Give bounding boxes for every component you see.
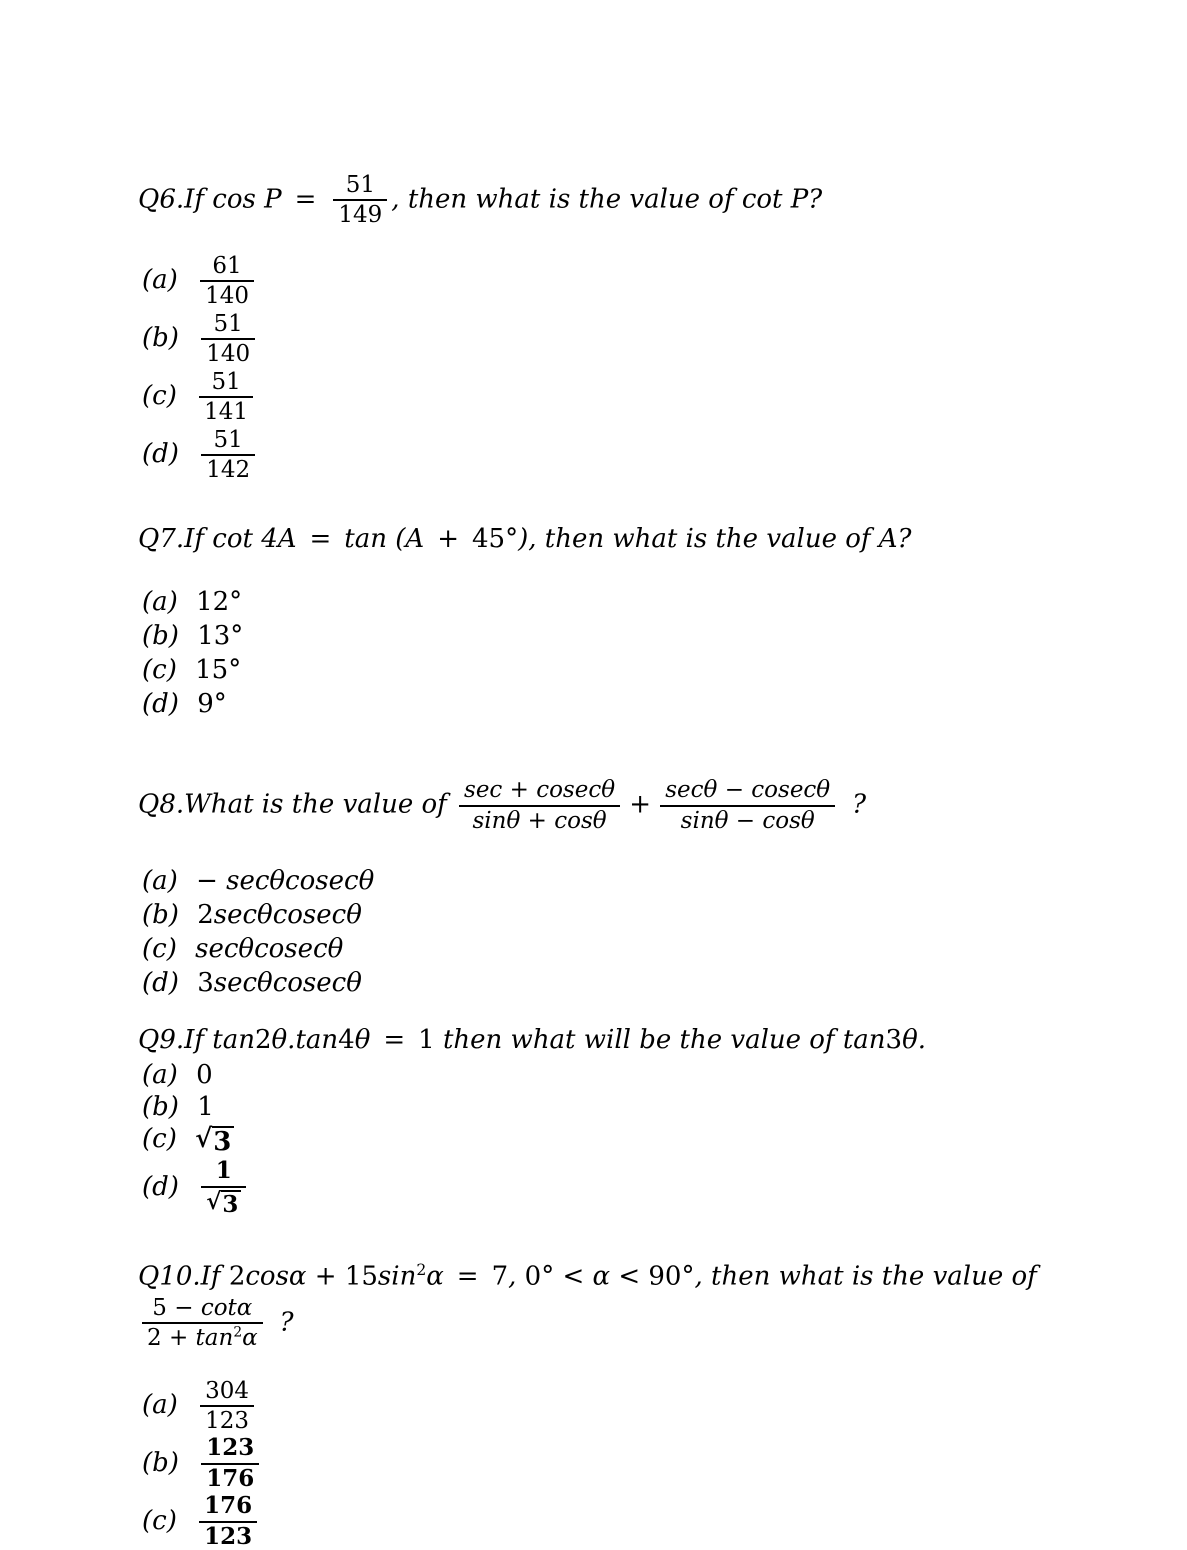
option-row-q8-a [142,866,1127,896]
math-text: Q10.If [138,1262,229,1292]
math-text: , [508,1262,525,1292]
math-text: ? [267,1307,294,1337]
math-text: 123 [204,1523,252,1550]
option-value [195,1506,261,1536]
math-text: θ.tan [272,1025,339,1055]
math-text: secθcosecθ [195,934,343,964]
math-text: 140 [206,341,250,367]
math-text: Q7.If cot 4A = tan (A + [138,524,472,554]
math-text: Q6.If cos P = [138,184,329,214]
radicand [221,1190,241,1218]
math-text: 3 [197,968,214,998]
fraction [201,1435,259,1492]
fraction-numerator [199,1493,257,1522]
math-text: 176 [204,1492,252,1519]
option-label: (b) [142,1092,187,1122]
math-text: 141 [204,399,248,425]
option-value [197,968,362,998]
option-value [195,381,257,411]
option-row-q8-c [142,934,1127,964]
math-text: 51 [214,427,243,453]
math-text: 15 [345,1262,378,1292]
option-value [197,900,362,930]
fraction-denominator [142,1324,263,1351]
math-text: , then what is the value of [694,1262,1036,1292]
option-row-q7-c [142,655,1127,685]
fraction-denominator [200,282,254,309]
fraction-numerator [201,311,255,340]
math-text: 4 [338,1025,355,1055]
option-label: (d) [142,689,187,719]
math-text: , then what is the value of cot P? [391,184,822,214]
math-text: 7 [492,1262,509,1292]
math-text: secθcosecθ [214,900,362,930]
option-value [196,1060,213,1090]
fraction [660,777,835,834]
option-value [197,689,227,719]
fraction-numerator [200,253,254,282]
fraction [199,1493,257,1550]
math-text: 51 [214,311,243,337]
option-value [195,1124,234,1154]
math-text: 12° [196,587,242,617]
fraction [459,777,620,834]
fraction-numerator [660,777,835,806]
option-value [197,1092,214,1122]
square-root [195,1125,234,1157]
option-label: (c) [142,934,185,964]
option-value [195,655,241,685]
math-text: sin [378,1262,416,1292]
question-prompt [138,523,1127,557]
math-text: 2 [147,1325,162,1351]
fraction [200,253,254,310]
math-text: 2 [197,900,214,930]
option-label: (a) [142,1390,186,1420]
option-value [197,1448,263,1478]
option-label: (c) [142,1506,185,1536]
question-q8 [138,777,1127,998]
fraction-denominator [199,1523,257,1550]
option-row-q10-b [142,1435,1127,1492]
math-text: 304 [205,1378,249,1404]
math-text: 149 [338,202,382,228]
math-text: 45° [472,524,518,554]
options-list [138,587,1127,719]
math-text: 140 [205,283,249,309]
option-row-q7-a [142,587,1127,617]
math-text: 13° [197,621,243,651]
math-text: − cotα [167,1295,252,1321]
option-value [197,621,243,651]
option-label: (d) [142,968,187,998]
math-text: α [242,1325,258,1351]
question-prompt [138,1024,1127,1058]
option-row-q9-c [142,1124,1127,1157]
math-text: sinθ − cosθ [681,808,815,834]
math-text: 90° [648,1262,694,1292]
fraction-numerator [201,1158,246,1187]
fraction-denominator [201,456,255,483]
option-row-q10-c [142,1493,1127,1550]
math-text: 1 [216,1157,232,1184]
radical-sign-icon: √ [195,1125,212,1154]
fraction-denominator [660,807,835,834]
option-label: (d) [142,439,187,469]
option-row-q6-a [142,253,1127,310]
fraction-denominator [201,1188,246,1218]
question-list [138,172,1127,1550]
math-text: 176 [206,1465,254,1492]
option-label: (a) [142,866,186,896]
math-text: 3 [213,1127,231,1157]
math-text: α = [426,1262,491,1292]
option-row-q9-b [142,1092,1127,1122]
fraction [333,172,387,229]
math-text: 51 [346,172,375,198]
option-row-q8-b [142,900,1127,930]
math-text: secθ − cosecθ [665,777,830,803]
math-text: θ. [902,1025,926,1055]
option-row-q6-d [142,427,1127,484]
option-label: (a) [142,265,186,295]
math-text: 2 [229,1262,246,1292]
math-text: 142 [206,457,250,483]
fraction [201,427,255,484]
option-value [196,265,258,295]
math-superscript: 2 [416,1261,426,1279]
option-row-q10-a [142,1378,1127,1435]
fraction-denominator [199,398,253,425]
fraction-numerator [199,369,253,398]
option-label: (c) [142,1124,185,1154]
math-text: sec + cosecθ [464,777,615,803]
fraction-denominator [333,201,387,228]
option-row-q7-b [142,621,1127,651]
math-text: + [624,790,656,820]
option-label: (a) [142,1060,186,1090]
math-text: 1 [197,1092,214,1122]
option-label: (b) [142,1448,187,1478]
fraction-numerator [200,1378,254,1407]
option-label: (b) [142,621,187,651]
math-text: 9° [197,689,227,719]
option-value [196,587,242,617]
math-superscript: 2 [233,1324,242,1340]
option-label: (c) [142,381,185,411]
math-text: 2 [255,1025,272,1055]
math-text: 61 [212,253,241,279]
math-text: cosα + [245,1262,344,1292]
question-prompt [138,172,1127,229]
math-text: − secθcosecθ [196,866,374,896]
math-text: 51 [211,369,240,395]
fraction-numerator [333,172,387,201]
fraction [201,1158,246,1218]
fraction [201,311,255,368]
math-text: 3 [222,1191,238,1218]
fraction [199,369,253,426]
options-list [138,1060,1127,1218]
option-row-q9-d [142,1158,1127,1218]
math-text: ? [839,790,866,820]
option-label: (b) [142,900,187,930]
math-text: 0° [525,1262,555,1292]
fraction-denominator [201,1465,259,1492]
math-text: 123 [205,1408,249,1434]
fraction-numerator [201,1435,259,1464]
fraction [200,1378,254,1435]
fraction-denominator [459,807,620,834]
option-label: (d) [142,1172,187,1202]
option-label: (c) [142,655,185,685]
radicand [212,1126,234,1157]
option-value [196,1390,258,1420]
options-list [138,866,1127,998]
option-label: (a) [142,587,186,617]
option-value [197,1172,250,1202]
options-list [138,253,1127,484]
fraction [142,1295,263,1352]
math-text: Q8.What is the value of [138,790,455,820]
question-q9 [138,1024,1127,1218]
question-q6 [138,172,1127,483]
option-label: (b) [142,323,187,353]
math-text: < α < [554,1262,648,1292]
question-prompt [138,777,1127,834]
option-row-q7-d [142,689,1127,719]
option-row-q6-c [142,369,1127,426]
math-text: then what will be the value of tan [435,1025,886,1055]
question-q10 [138,1260,1127,1550]
question-prompt [138,1260,1127,1351]
question-q7 [138,523,1127,719]
math-text: 1 [418,1025,435,1055]
option-value [195,934,343,964]
fraction-numerator [201,427,255,456]
option-row-q8-d [142,968,1127,998]
math-text: θ = [355,1025,418,1055]
fraction-numerator [459,777,620,806]
fraction-numerator [142,1295,263,1324]
math-text: 0 [196,1060,213,1090]
math-text: secθcosecθ [214,968,362,998]
fraction-denominator [200,1407,254,1434]
math-text: sinθ + cosθ [473,808,607,834]
math-text: + tan [162,1325,234,1351]
math-text: 15° [195,655,241,685]
option-row-q6-b [142,311,1127,368]
fraction-denominator [201,340,255,367]
math-text: 5 [152,1295,167,1321]
math-text: ), then what is the value of A? [518,524,911,554]
math-text: 123 [206,1434,254,1461]
options-list [138,1378,1127,1550]
option-value [197,439,259,469]
radical-sign-icon: √ [206,1189,221,1214]
square-root [206,1189,241,1218]
option-row-q9-a [142,1060,1127,1090]
math-text: Q9.If tan [138,1025,255,1055]
math-text: 3 [886,1025,903,1055]
option-value [197,323,259,353]
option-value [196,866,374,896]
